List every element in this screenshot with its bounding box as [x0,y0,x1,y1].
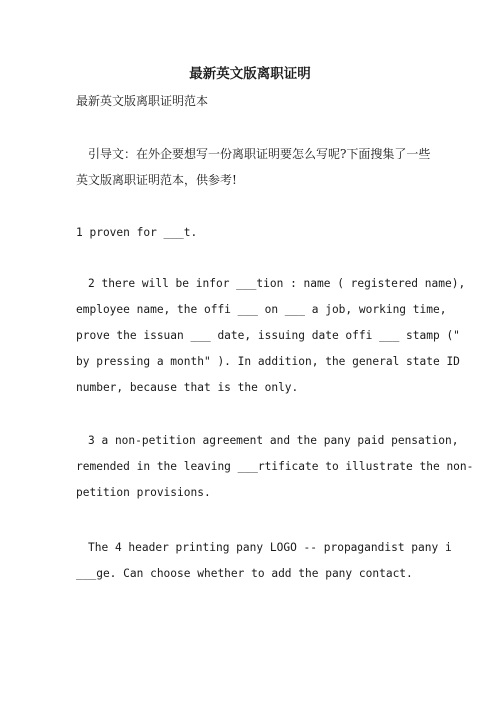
intro-line: 英文版离职证明范本，供参考! [76,173,237,187]
intro-line: 引导文：在外企要想写一份离职证明要怎么写呢?下面搜集了一些 [88,147,431,161]
paragraph-line: The 4 header printing pany LOGO -- propagandist pany i [88,541,452,554]
paragraph-3 [76,428,474,506]
paragraph-2 [76,271,466,401]
paragraph-line: ___ge. Can choose whether to add the pany contact. [76,567,413,580]
paragraph-line: 3 a non-petition agreement and the pany paid pensation, [88,434,459,447]
document-subtitle: 最新英文版离职证明范本 [76,94,209,108]
paragraph-line: employee name, the offi ___ on ___ a job, working time, [76,303,447,316]
intro-paragraph [76,141,431,193]
document-title: 最新英文版离职证明 [189,66,311,82]
paragraph-line: 1 proven for ___t. [76,226,198,239]
paragraph-line: number, because that is the only. [76,381,299,394]
paragraph-line: 2 there will be infor ___tion : name ( registered name), [88,277,466,290]
paragraph-line: by pressing a month" ). In addition, the general state ID [76,355,460,368]
paragraph-4 [76,535,452,587]
paragraph-line: remended in the leaving ___rtificate to illustrate the non- [76,460,474,473]
paragraph-line: prove the issuan ___ date, issuing date offi ___ stamp (" [76,329,460,342]
paragraph-1 [76,220,431,246]
paragraph-line: petition provisions. [76,486,211,499]
